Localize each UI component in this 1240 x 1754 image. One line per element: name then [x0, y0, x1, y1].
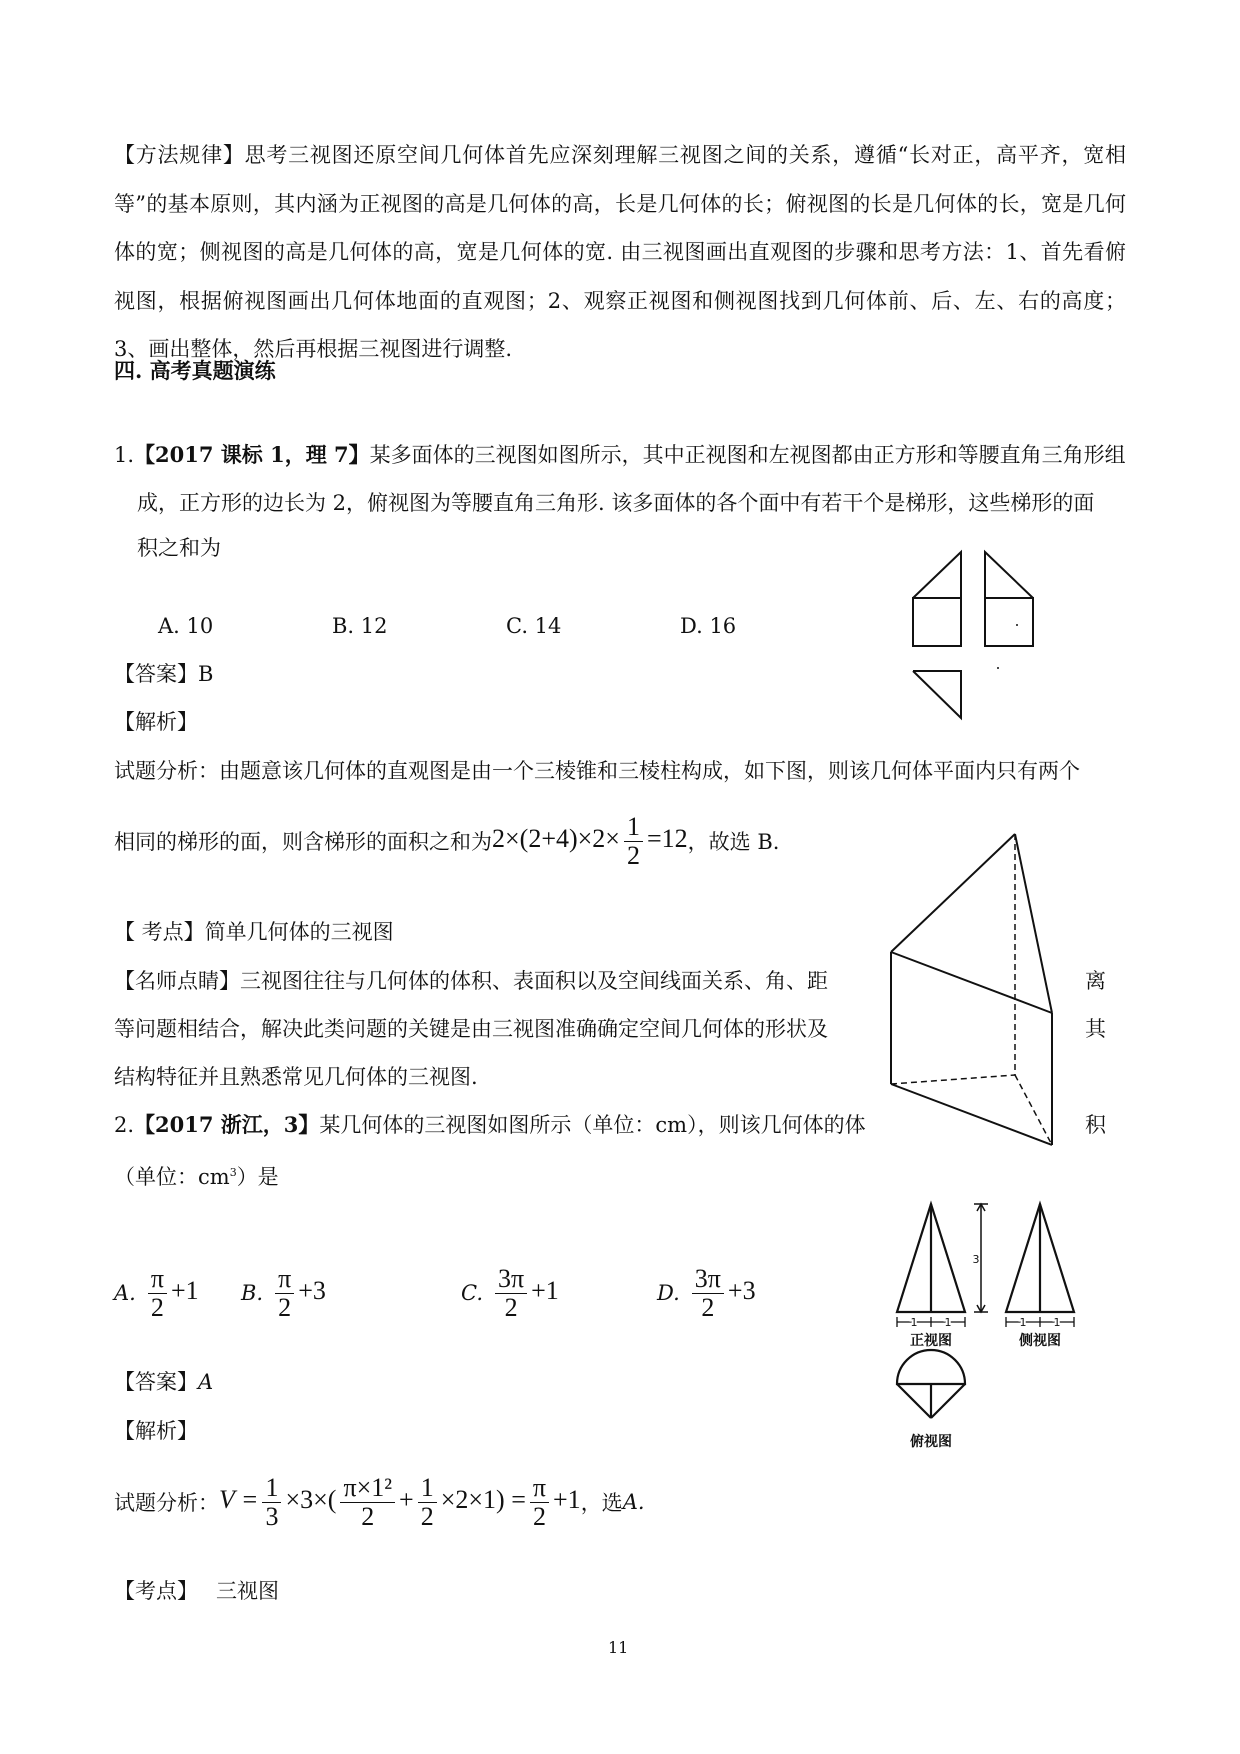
q2-kaodian-text: 三视图 — [216, 1579, 279, 1603]
q2-option-b-den: 2 — [278, 1292, 292, 1322]
side-char-ji: 积 — [1085, 1113, 1106, 1137]
q1-stem-line2: 成，正方形的边长为 2，俯视图为等腰直角三角形. 该多面体的各个面中有若干个是梯形，这些梯形的面 — [137, 491, 1095, 515]
q2-option-c-rest: +1 — [531, 1275, 559, 1305]
q1-front-view — [913, 552, 961, 646]
q2-f1-num: 1 — [262, 1474, 281, 1502]
q1-kaodian-text: 简单几何体的三视图 — [204, 920, 394, 944]
q2-source: 【2017 浙江，3】 — [134, 1112, 320, 1137]
q1-analysis-line2 — [114, 808, 779, 874]
q1-mingshi-l1: 三视图往往与几何体的体积、表面积以及空间线面关系、角、距 — [240, 969, 828, 993]
q1-analysis-l2a: 相同的梯形的面，则含梯形的面积之和为 — [114, 830, 492, 854]
q2-dim-front-right: 1 — [944, 1316, 952, 1329]
q2-analysis-formula — [219, 1474, 581, 1530]
q1-mingshi-line2: 等问题相结合，解决此类问题的关键是由三视图准确确定空间几何体的形状及 — [114, 1017, 828, 1041]
q2-stem-line1 — [114, 1110, 866, 1140]
q1-top-view — [913, 671, 961, 718]
q2-f2-den: 2 — [361, 1501, 375, 1531]
q2-analysis-prefix: 试题分析： — [114, 1491, 219, 1515]
q2-answer-value: A — [198, 1370, 214, 1394]
q2-option-d-letter: D. — [657, 1281, 680, 1305]
q1-mingshi-line3: 结构特征并且熟悉常见几何体的三视图. — [114, 1065, 478, 1089]
q2-f4-den: 2 — [532, 1501, 546, 1531]
q2-stem-sup: 3 — [229, 1166, 237, 1179]
q2-option-d-rest: +3 — [727, 1275, 756, 1305]
q1-formula-num: 1 — [624, 813, 643, 841]
q2-analysis-choice: A. — [622, 1490, 645, 1514]
q2-option-d — [657, 1262, 756, 1324]
q2-option-d-den: 2 — [701, 1292, 715, 1322]
q2-f3-num: 1 — [418, 1474, 437, 1502]
q2-front-view-label: 正视图 — [910, 1333, 952, 1349]
q1-option-c: C. 14 — [506, 614, 562, 638]
q1-option-b: B. 12 — [332, 614, 388, 638]
q1-mingshi-label: 【名师点睛】 — [114, 969, 240, 993]
q2-option-c — [461, 1262, 559, 1324]
q2-answer-label: 【答案】 — [114, 1370, 198, 1394]
q1-analysis-label: 【解析】 — [114, 710, 198, 734]
q2-dim-side-right: 1 — [1053, 1316, 1061, 1329]
q2-option-c-num: 3π — [495, 1265, 527, 1293]
q2-top-view — [897, 1350, 965, 1418]
q2-three-view-figure — [880, 1200, 1100, 1468]
q2-stem-l1: 某几何体的三视图如图所示（单位：cm），则该几何体的体 — [319, 1113, 866, 1137]
q1-formula-fraction — [624, 813, 643, 869]
q1-solid-figure — [885, 830, 1060, 1150]
q2-analysis-line — [114, 1467, 645, 1537]
q2-f2-num: π×1² — [340, 1474, 395, 1502]
q1-stem-l1: 某多面体的三视图如图所示，其中正视图和左视图都由正方形和等腰直角三角形组 — [369, 443, 1126, 467]
q2-stem-line2 — [114, 1158, 279, 1192]
q2-number: 2. — [114, 1113, 135, 1137]
q2-option-a-den: 2 — [150, 1292, 164, 1322]
q2-kaodian — [114, 1576, 279, 1606]
q1-formula-right: =12 — [646, 823, 688, 853]
q2-answer — [114, 1367, 213, 1397]
q1-answer-label: 【答案】 — [114, 662, 198, 686]
q1-source: 【2017 课标 1，理 7】 — [134, 442, 370, 467]
q2-dim-side-left: 1 — [1019, 1316, 1027, 1329]
q2-f1-den: 3 — [265, 1501, 279, 1531]
q2-f-mid1: ×3×( — [285, 1484, 337, 1514]
q1-option-d: D. 16 — [680, 614, 737, 638]
q2-height-label: 3 — [972, 1253, 980, 1266]
q2-option-b-num: π — [275, 1265, 294, 1293]
q2-option-a-letter: A. — [114, 1281, 136, 1305]
q1-analysis-l2b: ，故选 B. — [687, 830, 780, 854]
q2-stem-l2a: （单位：cm — [114, 1165, 230, 1189]
q1-side-view — [985, 552, 1033, 646]
q2-f-mid2: + — [399, 1484, 414, 1514]
q2-stem-l2b: ）是 — [236, 1165, 279, 1189]
q1-formula-den: 2 — [626, 840, 640, 870]
side-char-li: 离 — [1085, 969, 1106, 993]
q2-option-b-rest: +3 — [298, 1275, 326, 1305]
q2-kaodian-label: 【考点】 — [114, 1579, 198, 1603]
q2-side-view-label: 侧视图 — [1019, 1333, 1061, 1349]
q2-f4-num: π — [530, 1474, 549, 1502]
q2-dim-front-left: 1 — [910, 1316, 918, 1329]
q2-formula-v: V = — [219, 1484, 259, 1514]
q1-answer — [114, 659, 213, 689]
section-title: 四. 高考真题演练 — [114, 358, 276, 383]
q2-front-view — [897, 1204, 965, 1312]
method-paragraph: 【方法规律】思考三视图还原空间几何体首先应深刻理解三视图之间的关系，遵循“长对正，高平齐，宽相等”的基本原则，其内涵为正视图的高是几何体的高，长是几何体的长；俯视图的长是几何体的长，宽是几何体的宽；侧视图的高是几何体的高，宽是几何体的宽. 由三视图画出直观图的步骤和思考方法：1、首先看俯视图，根据俯视图画出几何体地面的直观图；2、观察正视图和侧视图找到几何体前、后、左、右的高度；3、画出整体，然后再根据三视图进行调整. — [114, 143, 1126, 361]
q2-f-end: +1 — [553, 1484, 581, 1514]
q1-number: 1. — [114, 443, 135, 467]
q1-formula-left: 2×(2+4)×2× — [492, 823, 620, 853]
q2-option-b — [241, 1262, 326, 1324]
q1-option-a: A. 10 — [158, 614, 214, 638]
q1-formula — [492, 813, 688, 869]
q2-width-dimensions — [897, 1317, 1074, 1327]
q1-analysis-line1: 试题分析：由题意该几何体的直观图是由一个三棱锥和三棱柱构成，如下图，则该几何体平面内只有两个 — [114, 759, 1080, 783]
q2-analysis-suffix: ，选 — [580, 1491, 623, 1515]
q1-stem-line1 — [114, 440, 1126, 470]
q1-kaodian — [114, 917, 394, 947]
q2-option-c-letter: C. — [461, 1281, 483, 1305]
q2-top-view-label: 俯视图 — [910, 1434, 952, 1450]
side-char-qi: 其 — [1085, 1017, 1106, 1041]
q1-stem-line3: 积之和为 — [137, 536, 221, 560]
q2-f3-den: 2 — [420, 1501, 434, 1531]
q2-side-view — [1006, 1204, 1074, 1312]
q2-analysis-label: 【解析】 — [114, 1419, 198, 1443]
q1-answer-value: B — [198, 662, 214, 686]
q2-f-mid3: ×2×1) = — [440, 1484, 526, 1514]
q2-option-a-rest: +1 — [170, 1275, 199, 1305]
q1-mingshi-line1 — [114, 966, 828, 996]
q2-option-a — [114, 1262, 199, 1324]
q2-option-a-num: π — [148, 1265, 167, 1293]
q2-option-c-den: 2 — [504, 1292, 518, 1322]
q1-kaodian-label: 【 考点】 — [114, 920, 205, 944]
q2-option-d-num: 3π — [692, 1265, 724, 1293]
q2-option-b-letter: B. — [241, 1281, 264, 1305]
page-number: 11 — [608, 1638, 629, 1657]
q1-three-view-figure — [905, 548, 1050, 723]
